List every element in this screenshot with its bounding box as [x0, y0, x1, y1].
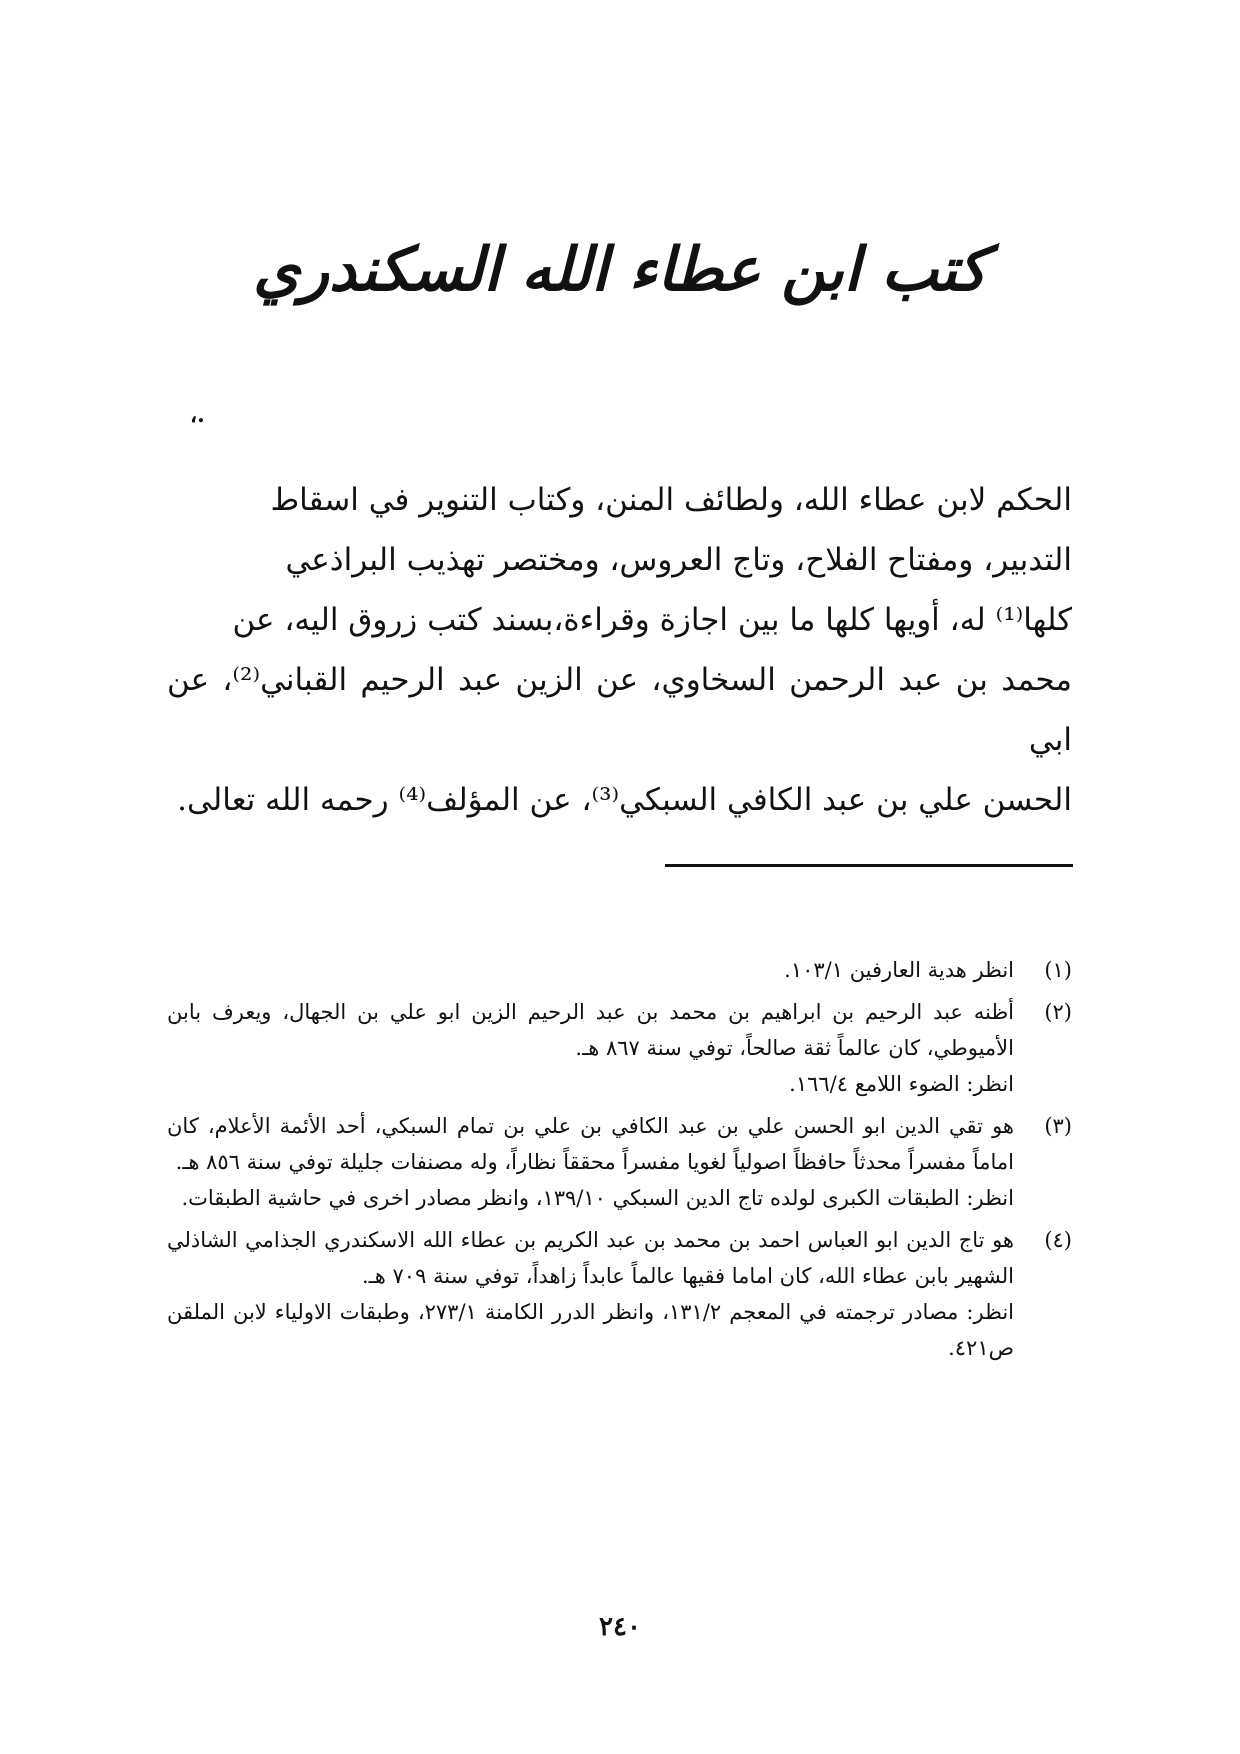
text-line: الحكم لابن عطاء الله، ولطائف المنن، وكتاب التنوير في اسقاط [270, 482, 1072, 518]
footnote-1 [167, 952, 1072, 988]
page-number: ٢٤٠ [599, 1612, 641, 1642]
main-text [167, 470, 1072, 830]
footnote-text: انظر هدية العارفين ١٠٣/١. [784, 958, 1014, 982]
ornament-mark: .، [190, 402, 205, 428]
text-line: كلها⁽¹⁾ له، أويها كلها ما بين اجازة وقراءة،بسند كتب زروق اليه، عن [232, 602, 1072, 638]
footnote-text: هو تقي الدين ابو الحسن علي بن عبد الكافي بن علي بن تمام السبكي، أحد الأئمة الأعلام، كان اماماً مفسراً محدثاً حافظاً اصولياً لغويا مفسراً محققاً نظاراً، وله مصنفات جليلة توفي سنة ٨٥٦ هـ. [167, 1114, 1014, 1174]
text-line: محمد بن عبد الرحمن السخاوي، عن الزين عبد الرحيم القباني⁽²⁾، عن ابي [167, 662, 1073, 758]
footnote-text: أظنه عبد الرحيم بن ابراهيم بن محمد بن عبد الرحيم الزين ابو علي بن الجهال، ويعرف بابن الأميوطي، كان عالماً ثقة صالحاً، توفي سنة ٨٦٧ هـ. [167, 1000, 1014, 1060]
text-line: الحسن علي بن عبد الكافي السبكي⁽³⁾، عن المؤلف⁽⁴⁾ رحمه الله تعالى. [177, 782, 1072, 818]
footnotes [167, 952, 1072, 1372]
footnote-number: (١) [1044, 958, 1072, 982]
footnote-number: (٣) [1044, 1114, 1072, 1138]
text-line: التدبير، ومفتاح الفلاح، وتاج العروس، ومختصر تهذيب البراذعي [285, 542, 1072, 578]
footnote-2 [167, 994, 1072, 1102]
footnote-separator [665, 864, 1073, 867]
footnote-reference: انظر: مصادر ترجمته في المعجم ١٣١/٢، وانظر الدرر الكامنة ٢٧٣/١، وطبقات الاولياء لابن الملقن ص٤٢١. [167, 1300, 1015, 1360]
chapter-title: كتب ابن عطاء الله السكندري [253, 235, 987, 305]
footnote-3 [167, 1108, 1072, 1216]
footnote-text: هو تاج الدين ابو العباس احمد بن محمد بن عبد الكريم بن عطاء الله الاسكندري الجذامي الشاذلي الشهير بابن عطاء الله، كان اماما فقيها عالماً عابداً زاهداً، توفي سنة ٧٠٩ هـ. [167, 1228, 1014, 1288]
footnote-reference: انظر: الضوء اللامع ١٦٦/٤. [789, 1072, 1014, 1096]
footnote-reference: انظر: الطبقات الكبرى لولده تاج الدين السبكي ١٣٩/١٠، وانظر مصادر اخرى في حاشية الطبقات. [181, 1186, 1014, 1210]
footnote-4 [167, 1222, 1072, 1366]
footnote-number: (٢) [1044, 1000, 1072, 1024]
footnote-number: (٤) [1044, 1228, 1072, 1252]
